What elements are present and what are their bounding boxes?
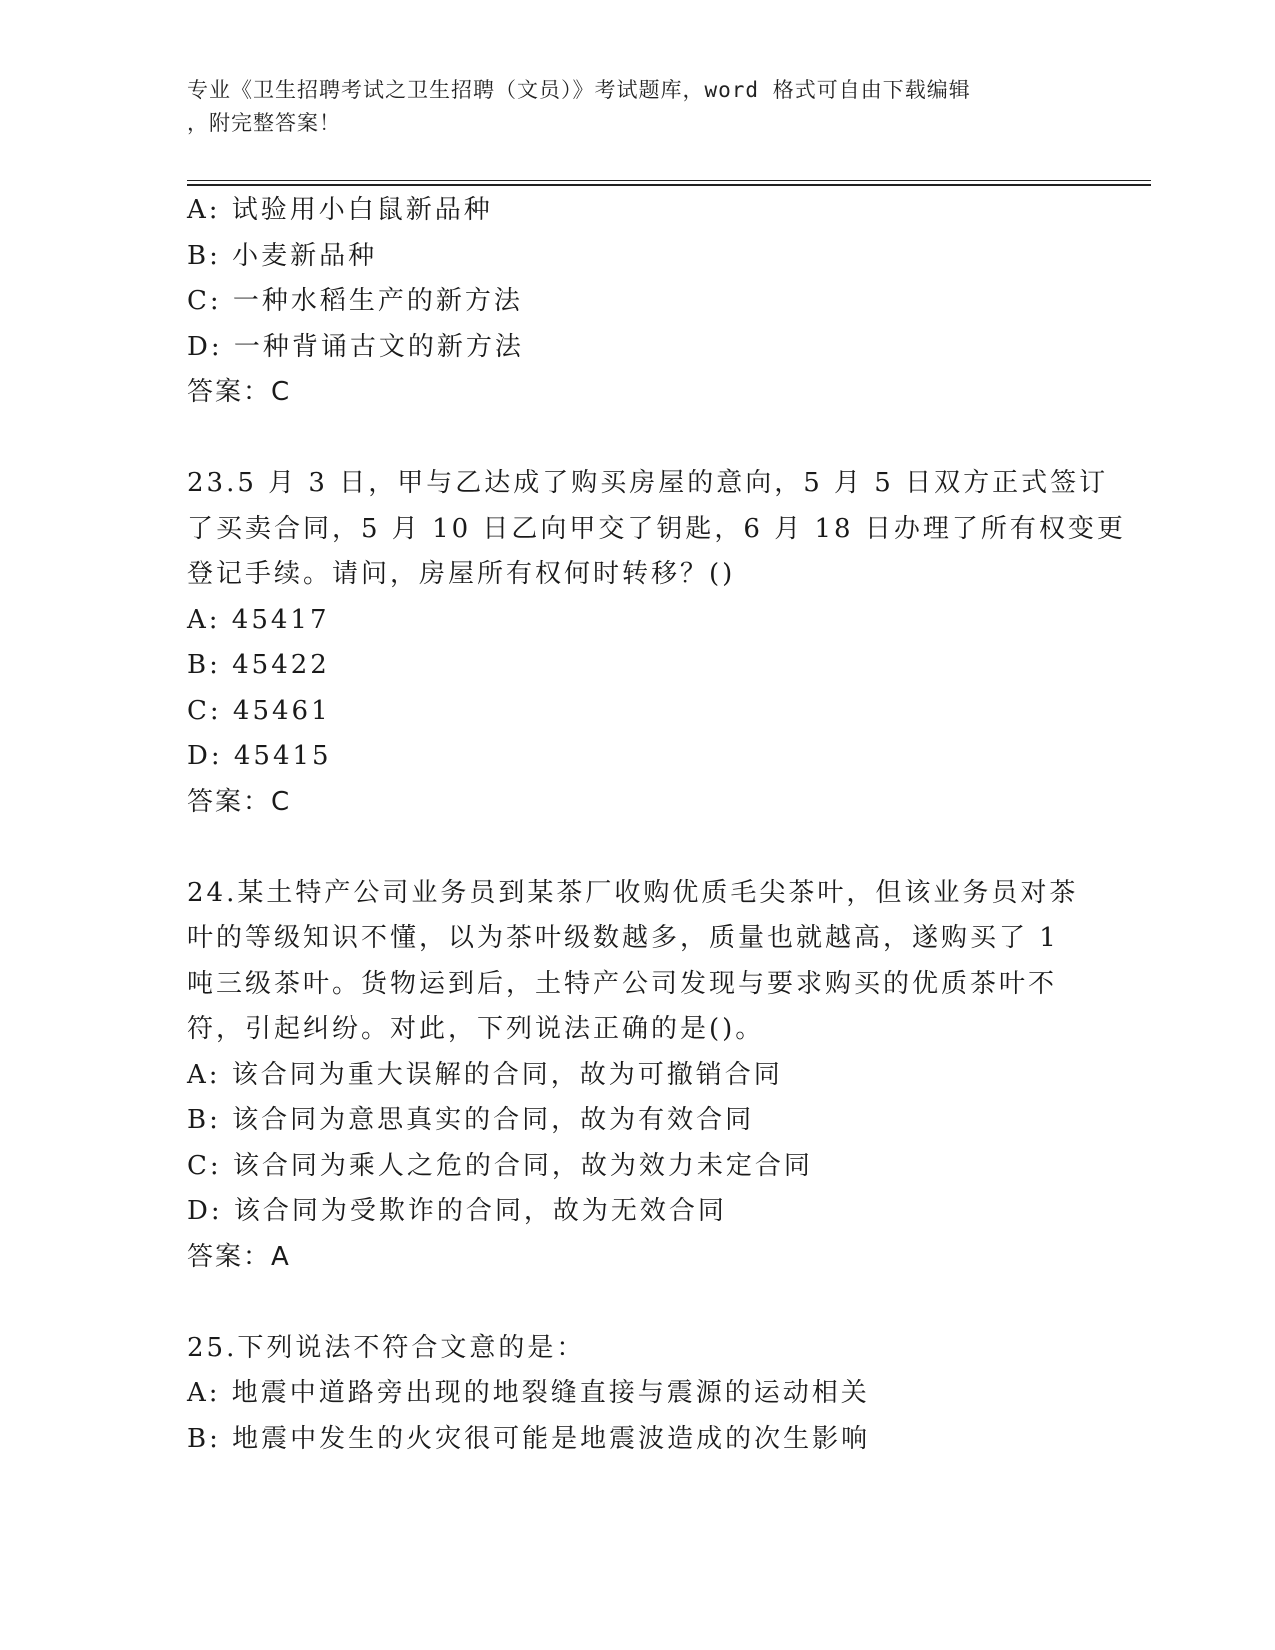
option-a: A: 45417 (187, 604, 330, 635)
header-rule-thin (187, 180, 1151, 181)
option-d: D: 该合同为受欺诈的合同，故为无效合同 (187, 1196, 727, 1226)
option-b: B: 该合同为意思真实的合同，故为有效合同 (187, 1105, 755, 1135)
header-line-2: ，附完整答案！ (187, 111, 341, 135)
question-stem-line: 了买卖合同，5 月 10 日乙向甲交了钥匙，6 月 18 日办理了所有权变更 (187, 513, 1126, 544)
option-a: A: 地震中道路旁出现的地裂缝直接与震源的运动相关 (187, 1378, 870, 1408)
option-d: D: 45415 (187, 741, 332, 771)
option-a: A: 该合同为重大误解的合同，故为可撤销合同 (187, 1059, 783, 1090)
answer-line: 答案：A (187, 1241, 291, 1272)
question-24 (187, 871, 1087, 1281)
answer-line: 答案：C (187, 786, 292, 817)
option-c: C: 该合同为乘人之危的合同，故为效力未定合同 (187, 1150, 813, 1181)
question-content (187, 188, 1126, 1462)
question-stem-line: 25.下列说法不符合文意的是： (187, 1332, 586, 1363)
question-spacer (187, 825, 1087, 871)
option-c: C: 45461 (187, 695, 331, 726)
question-stem-line: 登记手续。请问，房屋所有权何时转移？() (187, 559, 736, 589)
question-stem-line: 吨三级茶叶。货物运到后，土特产公司发现与要求购买的优质茶叶不 (187, 968, 1058, 999)
question-25 (187, 1326, 1087, 1463)
option-c: C: 一种水稻生产的新方法 (187, 286, 523, 316)
answer-line: 答案：C (187, 377, 292, 407)
question-stem-line: 24.某土特产公司业务员到某茶厂收购优质毛尖茶叶，但该业务员对茶 (187, 877, 1079, 908)
header-rule-thick (187, 184, 1151, 186)
option-d: D: 一种背诵古文的新方法 (187, 331, 524, 362)
header-line-1: 专业《卫生招聘考试之卫生招聘（文员）》考试题库，word 格式可自由下载编辑 (187, 78, 971, 102)
question-stem-line: 23.5 月 3 日，甲与乙达成了购买房屋的意向，5 月 5 日双方正式签订 (187, 468, 1109, 498)
question-22 (187, 188, 1087, 416)
question-23 (187, 461, 1126, 825)
question-stem-line: 叶的等级知识不懂，以为茶叶级数越多，质量也就越高，遂购买了 1 (187, 923, 1059, 953)
option-a: A: 试验用小白鼠新品种 (187, 195, 493, 225)
option-b: B: 小麦新品种 (187, 240, 378, 271)
option-b: B: 地震中发生的火灾很可能是地震波造成的次生影响 (187, 1423, 871, 1454)
question-stem-line: 符，引起纠纷。对此，下列说法正确的是()。 (187, 1014, 765, 1044)
question-spacer (187, 416, 1087, 462)
question-spacer (187, 1280, 1087, 1326)
document-header (187, 74, 1077, 140)
option-b: B: 45422 (187, 650, 330, 680)
